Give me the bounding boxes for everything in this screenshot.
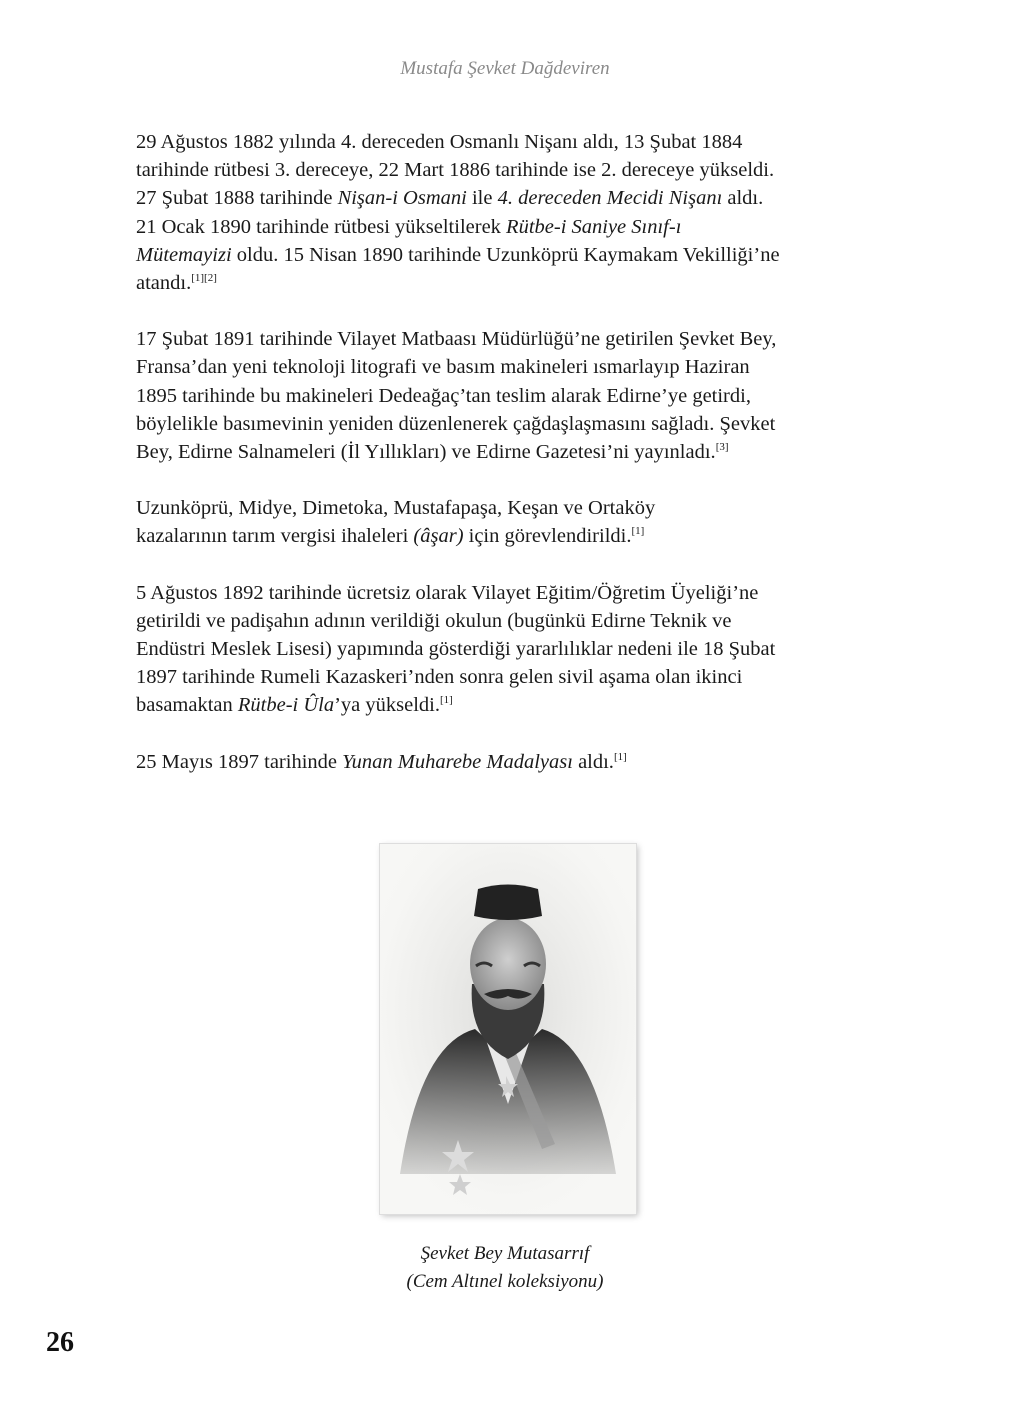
text-run: aldı. [572, 750, 614, 773]
text-line [136, 691, 860, 719]
text-line [136, 663, 860, 691]
text-line [136, 579, 860, 607]
citation-ref: [1] [631, 525, 645, 538]
paragraph [136, 494, 860, 550]
text-run: 1897 tarihinde Rumeli Kazaskeri’nden sonra gelen sivil aşama olan ikinci [136, 666, 743, 689]
text-run: tarihinde rütbesi 3. dereceye, 22 Mart 1886 tarihinde ise 2. dereceye yükseldi. [136, 159, 775, 182]
text-line [136, 241, 860, 269]
text-run: 5 Ağustos 1892 tarihinde ücretsiz olarak Vilayet Eğitim/Öğretim Üyeliği’ne [136, 581, 759, 604]
caption-credit: (Cem Altınel koleksiyonu) [406, 1271, 604, 1292]
text-line [136, 522, 860, 550]
text-run: atandı. [136, 272, 192, 295]
italic-term: (âşar) [413, 525, 464, 548]
text-run: Endüstri Meslek Lisesi) yapımında gösterdiği yararlılıklar nedeni ile 18 Şubat [136, 638, 776, 661]
text-line [136, 410, 860, 438]
running-header: Mustafa Şevket Dağdeviren [400, 58, 610, 79]
paragraph [136, 579, 860, 720]
text-line [136, 382, 860, 410]
italic-term: Mütemayizi [136, 243, 232, 266]
citation-ref: [1] [613, 750, 627, 763]
text-run: 17 Şubat 1891 tarihinde Vilayet Matbaası Müdürlüğü’ne getirilen Şevket Bey, [136, 328, 777, 351]
text-line [136, 128, 860, 156]
text-run: kazalarının tarım vergisi ihaleleri [136, 525, 414, 548]
text-run: ’ya yükseldi. [334, 694, 441, 717]
text-run: için görevlendirildi. [463, 525, 632, 548]
text-line [136, 269, 860, 297]
caption-title: Şevket Bey Mutasarrıf [420, 1243, 590, 1264]
text-run: Bey, Edirne Salnameleri (İl Yıllıkları) ve Edirne Gazetesi’ni yayınladı. [136, 441, 716, 464]
text-run: aldı. [722, 187, 764, 210]
text-run: 29 Ağustos 1882 yılında 4. dereceden Osmanlı Nişanı aldı, 13 Şubat 1884 [136, 131, 743, 153]
citation-ref: [1] [440, 694, 453, 707]
text-line [136, 325, 860, 353]
text-line [136, 748, 860, 776]
text-line [136, 353, 860, 381]
text-run: Uzunköprü, Midye, Dimetoka, Mustafapaşa, Keşan ve Ortaköy [136, 497, 656, 520]
text-run: ile [466, 187, 498, 210]
italic-term: Rütbe-i Saniye Sınıf-ı [506, 215, 682, 238]
text-run: 27 Şubat 1888 tarihinde [136, 187, 338, 210]
paragraph [136, 128, 860, 297]
portrait-photo [380, 844, 636, 1214]
body-text [136, 128, 860, 804]
photo-caption [0, 1240, 1010, 1296]
citation-ref: [3] [715, 441, 729, 454]
italic-term: Rütbe-i Ûla [237, 694, 335, 717]
text-run: 1895 tarihinde bu makineleri Dedeağaç’tan teslim alarak Edirne’ye getirdi, [136, 384, 751, 407]
text-run: böylelikle basımevinin yeniden düzenlenerek çağdaşlaşmasını sağladı. Şevket [136, 412, 776, 435]
text-line [136, 607, 860, 635]
portrait-image [380, 844, 636, 1214]
page-number: 26 [46, 1327, 74, 1358]
text-run: 21 Ocak 1890 tarihinde rütbesi yükseltilerek [136, 215, 507, 238]
text-line [136, 156, 860, 184]
text-run: basamaktan [136, 694, 238, 717]
text-line [136, 635, 860, 663]
text-line [136, 494, 860, 522]
text-line [136, 184, 860, 212]
text-run: oldu. 15 Nisan 1890 tarihinde Uzunköprü Kaymakam Vekilliği’ne [231, 243, 780, 266]
italic-term: Nişan-i Osmani [337, 187, 467, 210]
text-run: getirildi ve padişahın adının verildiği okulun (bugünkü Edirne Teknik ve [136, 609, 732, 632]
text-line [136, 213, 860, 241]
paragraph [136, 325, 860, 466]
paragraph [136, 748, 860, 776]
text-run: 25 Mayıs 1897 tarihinde [136, 750, 343, 773]
text-line [136, 438, 860, 466]
text-run: Fransa’dan yeni teknoloji litografi ve basım makineleri ısmarlayıp Haziran [136, 356, 750, 379]
italic-term: Yunan Muharebe Madalyası [342, 750, 573, 773]
italic-term: 4. dereceden Mecidi Nişanı [497, 187, 723, 210]
citation-ref: [1][2] [191, 272, 217, 285]
